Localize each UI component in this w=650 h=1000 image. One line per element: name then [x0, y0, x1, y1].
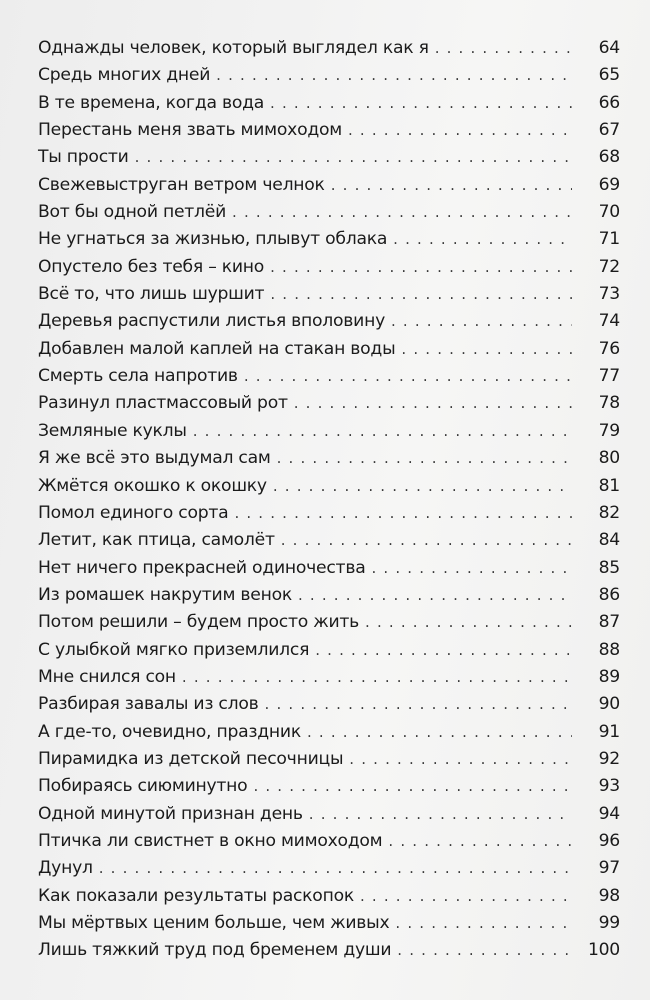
toc-page-number: 96: [598, 830, 620, 851]
toc-entry-title: Разбирая завалы из слов: [38, 694, 259, 715]
toc-dot-leader: [395, 914, 572, 932]
toc-entry: [38, 776, 620, 803]
toc-dot-leader: [232, 203, 572, 221]
toc-entry-title: Смерть села напротив: [38, 366, 238, 387]
toc-dot-leader: [372, 559, 573, 577]
toc-dot-leader: [294, 394, 572, 412]
toc-dot-leader: [270, 285, 572, 303]
toc-page-number: 90: [598, 694, 620, 715]
toc-entry: [38, 585, 620, 612]
toc-entry: [38, 503, 620, 530]
toc-page-number: 66: [598, 92, 620, 113]
toc-entry: [38, 722, 620, 749]
toc-dot-leader: [298, 586, 572, 604]
toc-dot-leader: [270, 94, 572, 112]
toc-entry: [38, 366, 620, 393]
toc-dot-leader: [253, 777, 572, 795]
toc-dot-leader: [277, 449, 572, 467]
toc-entry-title: С улыбкой мягко приземлился: [38, 639, 310, 660]
toc-page-number: 87: [598, 612, 620, 633]
toc-entry: [38, 886, 620, 913]
toc-dot-leader: [273, 477, 572, 495]
toc-dot-leader: [270, 258, 572, 276]
toc-entry-title: Опустело без тебя – кино: [38, 256, 265, 277]
toc-page-number: 68: [598, 147, 620, 168]
toc-entry-title: Из ромашек накрутим венок: [38, 584, 292, 605]
toc-page-number: 92: [598, 748, 620, 769]
toc-entry-title: Мы мёртвых ценим больше, чем живых: [38, 913, 390, 933]
toc-entry-title: Не угнаться за жизнью, плывут облака: [38, 229, 388, 250]
toc-page-number: 80: [598, 448, 620, 469]
toc-dot-leader: [309, 805, 572, 823]
toc-page-number: 74: [598, 311, 620, 332]
toc-entry-title: Всё то, что лишь шуршит: [38, 284, 265, 305]
toc-page-number: 99: [598, 913, 620, 933]
toc-entry: [38, 229, 620, 256]
toc-page-number: 81: [598, 475, 620, 496]
toc-dot-leader: [315, 641, 572, 659]
toc-entry: [38, 558, 620, 585]
toc-dot-leader: [182, 668, 572, 686]
toc-dot-leader: [244, 367, 572, 385]
toc-dot-leader: [281, 531, 572, 549]
toc-page-number: 97: [598, 858, 620, 879]
toc-entry-title: Ты прости: [38, 147, 129, 168]
toc-entry: [38, 749, 620, 776]
toc-page-number: 91: [598, 721, 620, 742]
toc-dot-leader: [435, 39, 572, 57]
toc-page-number: 70: [598, 202, 620, 223]
toc-page-number: 94: [598, 803, 620, 824]
toc-entry-title: Свежевыструган ветром челнок: [38, 174, 325, 195]
toc-entry: [38, 667, 620, 694]
table-of-contents: [38, 38, 620, 968]
toc-entry-title: Мне снился сон: [38, 666, 176, 687]
toc-page-number: 76: [598, 338, 620, 359]
toc-entry: [38, 831, 620, 858]
toc-dot-leader: [307, 723, 572, 741]
toc-entry: [38, 339, 620, 366]
toc-entry: [38, 858, 620, 885]
toc-page-number: 85: [598, 557, 620, 578]
toc-entry-title: Земляные куклы: [38, 420, 187, 441]
toc-dot-leader: [135, 148, 572, 166]
toc-page-number: 98: [598, 885, 620, 906]
toc-page-number: 65: [598, 65, 620, 86]
toc-dot-leader: [265, 695, 572, 713]
toc-dot-leader: [216, 66, 572, 84]
toc-entry: [38, 940, 620, 967]
toc-entry-title: Летит, как птица, самолёт: [38, 530, 275, 551]
toc-entry-title: Перестань меня звать мимоходом: [38, 120, 342, 141]
toc-entry-title: Однажды человек, который выглядел как я: [38, 38, 429, 58]
toc-page-number: 88: [598, 639, 620, 660]
toc-page-number: 71: [598, 229, 620, 250]
toc-entry: [38, 476, 620, 503]
toc-entry: [38, 448, 620, 475]
toc-entry: [38, 421, 620, 448]
toc-entry-title: Побираясь сиюминутно: [38, 776, 248, 797]
toc-entry: [38, 311, 620, 338]
toc-dot-leader: [193, 422, 572, 440]
toc-entry-title: А где-то, очевидно, праздник: [38, 721, 301, 742]
toc-entry: [38, 202, 620, 229]
toc-entry-title: Вот бы одной петлёй: [38, 202, 227, 223]
toc-dot-leader: [397, 941, 572, 959]
toc-page-number: 78: [598, 393, 620, 414]
toc-entry-title: Добавлен малой каплей на стакан воды: [38, 338, 396, 359]
toc-entry-title: Нет ничего прекрасней одиночества: [38, 557, 366, 578]
toc-entry: [38, 530, 620, 557]
toc-entry: [38, 393, 620, 420]
toc-entry: [38, 694, 620, 721]
toc-page-number: 100: [587, 940, 620, 961]
toc-entry: [38, 913, 620, 940]
toc-entry: [38, 257, 620, 284]
toc-dot-leader: [388, 832, 572, 850]
toc-entry-title: Деревья распустили листья вполовину: [38, 311, 385, 332]
toc-entry: [38, 804, 620, 831]
toc-dot-leader: [360, 887, 572, 905]
toc-entry-title: Птичка ли свистнет в окно мимоходом: [38, 830, 383, 851]
toc-page-number: 79: [598, 420, 620, 441]
toc-entry-title: Разинул пластмассовый рот: [38, 393, 288, 414]
toc-dot-leader: [331, 176, 572, 194]
toc-entry-title: Как показали результаты раскопок: [38, 885, 354, 906]
toc-page-number: 86: [598, 584, 620, 605]
toc-entry-title: Средь многих дней: [38, 65, 211, 86]
toc-page-number: 84: [598, 530, 620, 551]
toc-dot-leader: [348, 121, 572, 139]
toc-entry: [38, 93, 620, 120]
toc-entry-title: Помол единого сорта: [38, 502, 229, 523]
toc-entry: [38, 640, 620, 667]
toc-dot-leader: [401, 340, 572, 358]
toc-dot-leader: [99, 859, 572, 877]
toc-page-number: 89: [598, 666, 620, 687]
toc-entry-title: Одной минутой признан день: [38, 803, 303, 824]
toc-entry: [38, 38, 620, 65]
toc-entry-title: В те времена, когда вода: [38, 92, 265, 113]
toc-page-number: 93: [598, 776, 620, 797]
toc-entry: [38, 175, 620, 202]
toc-page-number: 73: [598, 284, 620, 305]
toc-entry-title: Потом решили – будем просто жить: [38, 612, 360, 633]
toc-entry-title: Дунул: [38, 858, 93, 879]
toc-entry: [38, 120, 620, 147]
toc-dot-leader: [234, 504, 572, 522]
toc-entry-title: Лишь тяжкий труд под бременем души: [38, 940, 392, 961]
toc-entry: [38, 284, 620, 311]
toc-entry: [38, 612, 620, 639]
toc-dot-leader: [391, 312, 572, 330]
toc-page-number: 67: [598, 120, 620, 141]
toc-entry-title: Жмётся окошко к окошку: [38, 475, 267, 496]
toc-entry-title: Пирамидка из детской песочницы: [38, 748, 344, 769]
toc-page-number: 72: [598, 256, 620, 277]
toc-page-number: 64: [598, 38, 620, 58]
toc-dot-leader: [349, 750, 572, 768]
toc-page-number: 77: [598, 366, 620, 387]
toc-dot-leader: [393, 230, 572, 248]
toc-page-number: 69: [598, 174, 620, 195]
toc-page-number: 82: [598, 502, 620, 523]
toc-entry: [38, 147, 620, 174]
toc-entry: [38, 65, 620, 92]
toc-dot-leader: [365, 613, 572, 631]
toc-entry-title: Я же всё это выдумал сам: [38, 448, 271, 469]
